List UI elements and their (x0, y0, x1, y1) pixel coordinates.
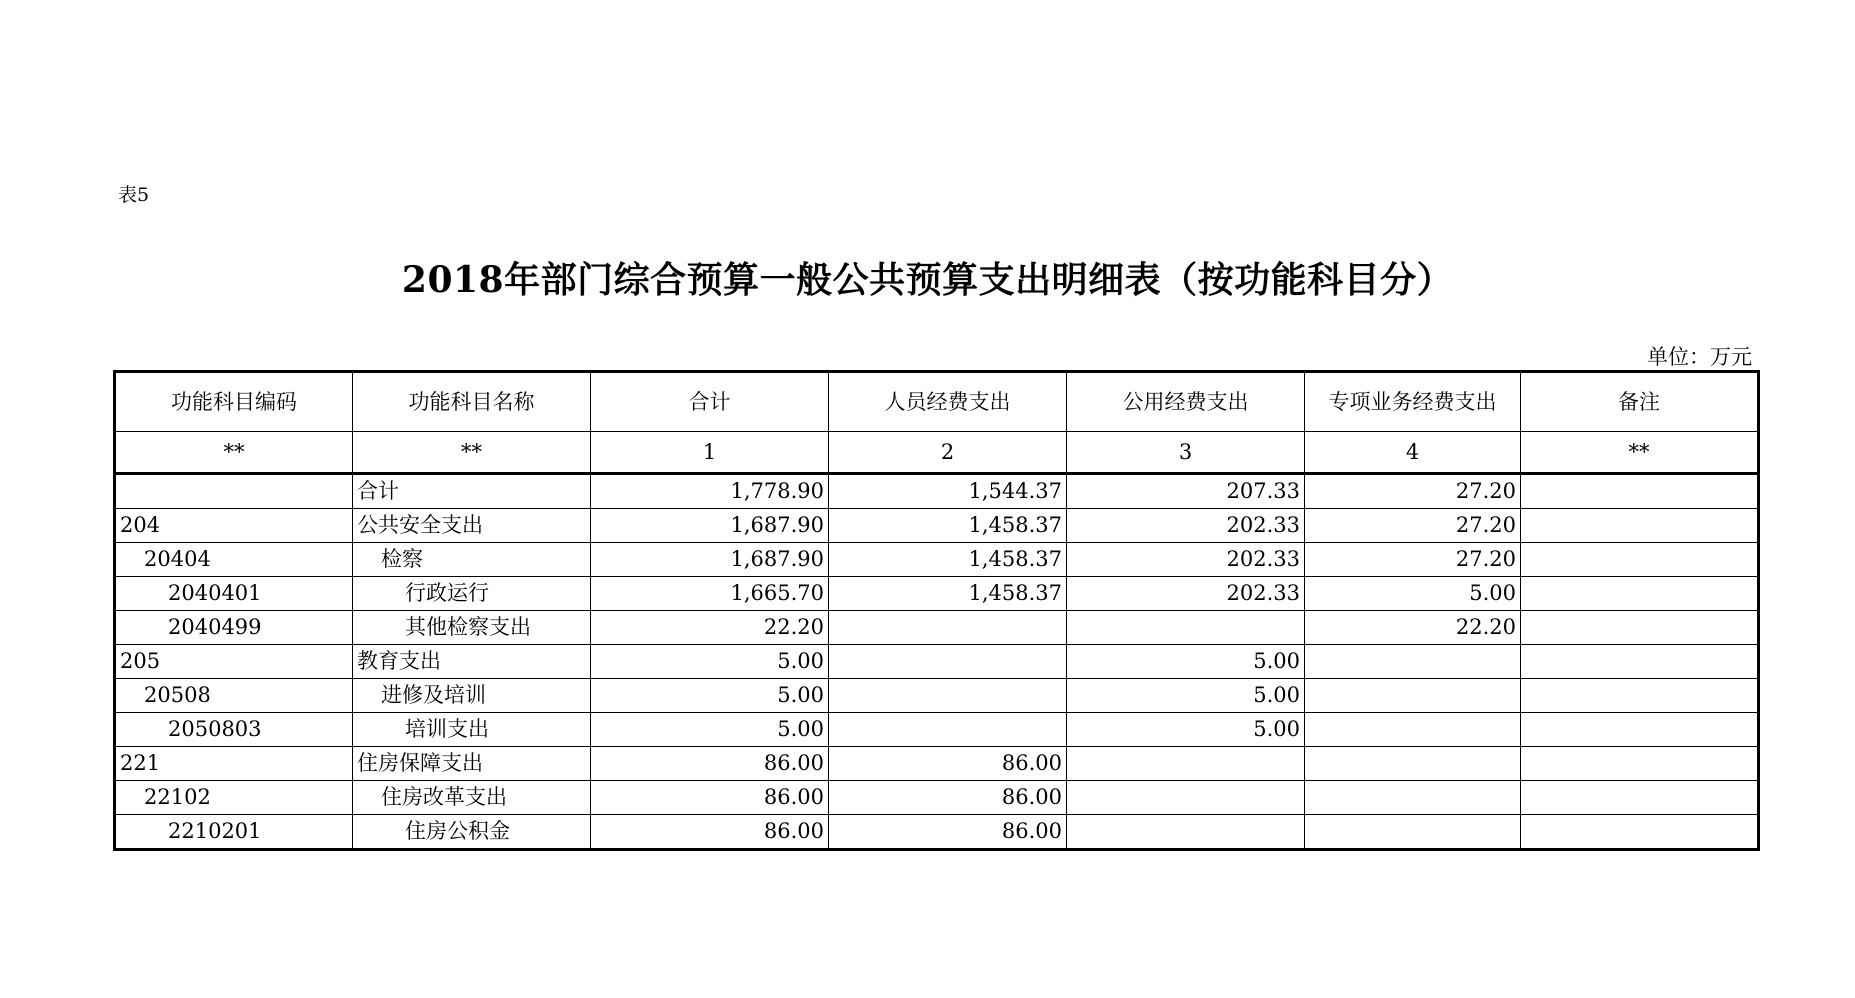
total-cell: 22.20 (591, 611, 829, 645)
code-cell: 2210201 (115, 815, 353, 850)
name-cell: 其他检察支出 (353, 611, 591, 645)
table-label: 表5 (118, 184, 150, 206)
public-cell (1067, 747, 1305, 781)
note-cell (1521, 577, 1759, 611)
special-cell (1305, 747, 1521, 781)
total-cell: 86.00 (591, 815, 829, 850)
header-cell: 人员经费支出 (829, 372, 1067, 432)
special-cell: 27.20 (1305, 543, 1521, 577)
table-row (115, 645, 1759, 679)
special-cell: 27.20 (1305, 474, 1521, 509)
table-row (115, 543, 1759, 577)
table-row (115, 713, 1759, 747)
name-cell: 住房公积金 (353, 815, 591, 850)
header-cell: 功能科目编码 (115, 372, 353, 432)
index-cell: 4 (1305, 432, 1521, 474)
code-cell: 22102 (115, 781, 353, 815)
code-cell: 2040401 (115, 577, 353, 611)
name-cell: 行政运行 (353, 577, 591, 611)
total-cell: 5.00 (591, 679, 829, 713)
total-cell: 1,687.90 (591, 543, 829, 577)
code-cell: 204 (115, 509, 353, 543)
total-cell: 5.00 (591, 713, 829, 747)
total-cell: 5.00 (591, 645, 829, 679)
personnel-cell (829, 645, 1067, 679)
special-cell: 22.20 (1305, 611, 1521, 645)
personnel-cell: 86.00 (829, 815, 1067, 850)
note-cell (1521, 509, 1759, 543)
public-cell: 5.00 (1067, 713, 1305, 747)
total-cell: 1,687.90 (591, 509, 829, 543)
name-cell: 公共安全支出 (353, 509, 591, 543)
special-cell (1305, 713, 1521, 747)
personnel-cell: 1,544.37 (829, 474, 1067, 509)
code-cell: 221 (115, 747, 353, 781)
index-row (115, 432, 1759, 474)
index-cell: ** (353, 432, 591, 474)
personnel-cell: 1,458.37 (829, 509, 1067, 543)
public-cell (1067, 611, 1305, 645)
index-cell: 1 (591, 432, 829, 474)
note-cell (1521, 645, 1759, 679)
personnel-cell: 86.00 (829, 747, 1067, 781)
header-cell: 专项业务经费支出 (1305, 372, 1521, 432)
page-title: 2018年部门综合预算一般公共预算支出明细表（按功能科目分） (401, 259, 1454, 301)
name-cell: 住房保障支出 (353, 747, 591, 781)
code-cell: 2040499 (115, 611, 353, 645)
public-cell: 202.33 (1067, 577, 1305, 611)
table-row (115, 611, 1759, 645)
table-row (115, 509, 1759, 543)
note-cell (1521, 611, 1759, 645)
index-cell: ** (115, 432, 353, 474)
public-cell: 5.00 (1067, 645, 1305, 679)
special-cell (1305, 815, 1521, 850)
public-cell: 202.33 (1067, 543, 1305, 577)
public-cell (1067, 815, 1305, 850)
table-row (115, 474, 1759, 509)
total-cell: 86.00 (591, 747, 829, 781)
note-cell (1521, 543, 1759, 577)
name-cell: 进修及培训 (353, 679, 591, 713)
special-cell: 5.00 (1305, 577, 1521, 611)
unit-label: 单位：万元 (1647, 345, 1752, 369)
name-cell: 检察 (353, 543, 591, 577)
public-cell: 202.33 (1067, 509, 1305, 543)
table-row (115, 747, 1759, 781)
personnel-cell (829, 713, 1067, 747)
index-cell: ** (1521, 432, 1759, 474)
personnel-cell (829, 679, 1067, 713)
header-cell: 合计 (591, 372, 829, 432)
personnel-cell: 1,458.37 (829, 543, 1067, 577)
special-cell: 27.20 (1305, 509, 1521, 543)
note-cell (1521, 474, 1759, 509)
note-cell (1521, 747, 1759, 781)
note-cell (1521, 679, 1759, 713)
note-cell (1521, 815, 1759, 850)
code-cell (115, 474, 353, 509)
header-cell: 功能科目名称 (353, 372, 591, 432)
name-cell: 教育支出 (353, 645, 591, 679)
personnel-cell: 1,458.37 (829, 577, 1067, 611)
personnel-cell (829, 611, 1067, 645)
code-cell: 2050803 (115, 713, 353, 747)
public-cell: 5.00 (1067, 679, 1305, 713)
table-row (115, 781, 1759, 815)
name-cell: 住房改革支出 (353, 781, 591, 815)
total-cell: 1,778.90 (591, 474, 829, 509)
table-row (115, 577, 1759, 611)
special-cell (1305, 781, 1521, 815)
header-cell: 备注 (1521, 372, 1759, 432)
note-cell (1521, 781, 1759, 815)
name-cell: 培训支出 (353, 713, 591, 747)
special-cell (1305, 645, 1521, 679)
header-row (115, 372, 1759, 432)
total-cell: 1,665.70 (591, 577, 829, 611)
table-row (115, 679, 1759, 713)
index-cell: 2 (829, 432, 1067, 474)
code-cell: 205 (115, 645, 353, 679)
code-cell: 20508 (115, 679, 353, 713)
code-cell: 20404 (115, 543, 353, 577)
header-cell: 公用经费支出 (1067, 372, 1305, 432)
index-cell: 3 (1067, 432, 1305, 474)
special-cell (1305, 679, 1521, 713)
name-cell: 合计 (353, 474, 591, 509)
note-cell (1521, 713, 1759, 747)
public-cell (1067, 781, 1305, 815)
budget-table (113, 370, 1760, 851)
table-row (115, 815, 1759, 850)
personnel-cell: 86.00 (829, 781, 1067, 815)
total-cell: 86.00 (591, 781, 829, 815)
public-cell: 207.33 (1067, 474, 1305, 509)
